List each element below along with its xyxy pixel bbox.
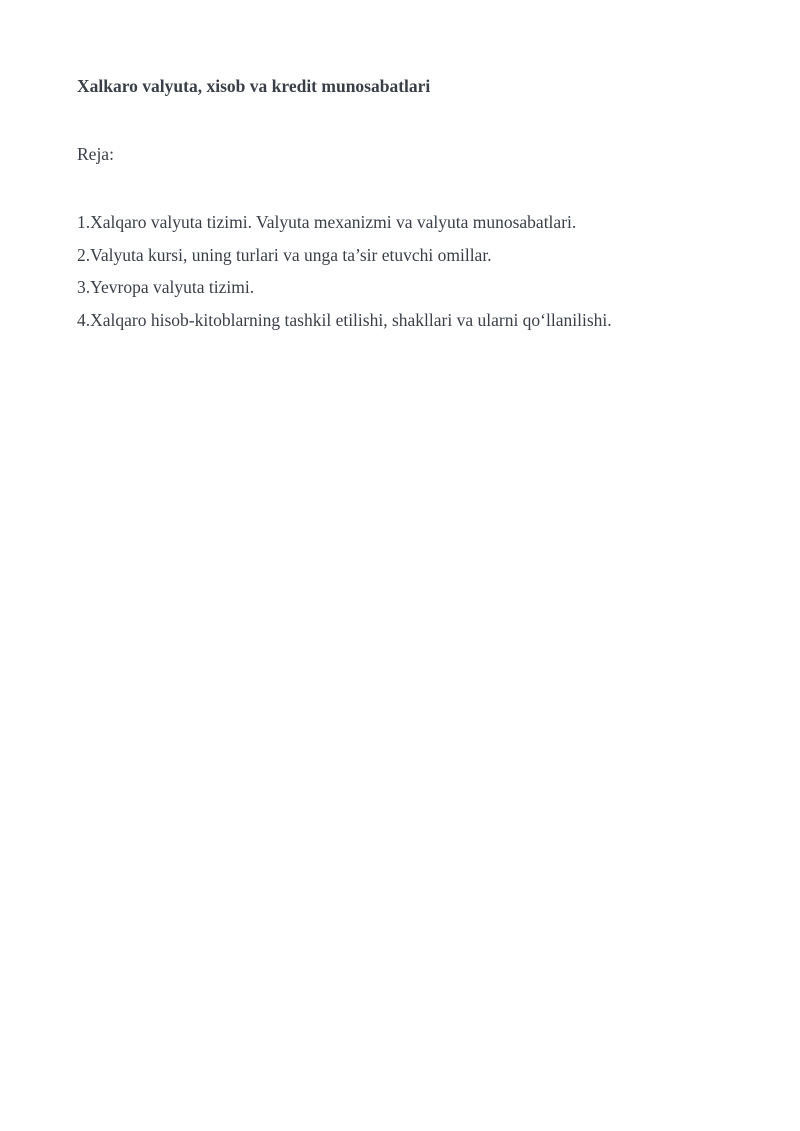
plan-item: 4.Xalqaro hisob-kitoblarning tashkil etilishi, shakllari va ularni qo‘llanilishi.: [77, 309, 612, 330]
plan-item: 1.Xalqaro valyuta tizimi. Valyuta mexanizmi va valyuta munosabatlari.: [77, 212, 577, 232]
plan-item: 3.Yevropa valyuta tizimi.: [77, 277, 255, 297]
plan-label: Reja:: [77, 144, 114, 164]
document-title: Xalkaro valyuta, xisob va kredit munosabatlari: [77, 76, 431, 96]
plan-item: 2.Valyuta kursi, uning turlari va unga ta’sir etuvchi omillar.: [77, 244, 492, 265]
plan-list: [77, 206, 612, 336]
